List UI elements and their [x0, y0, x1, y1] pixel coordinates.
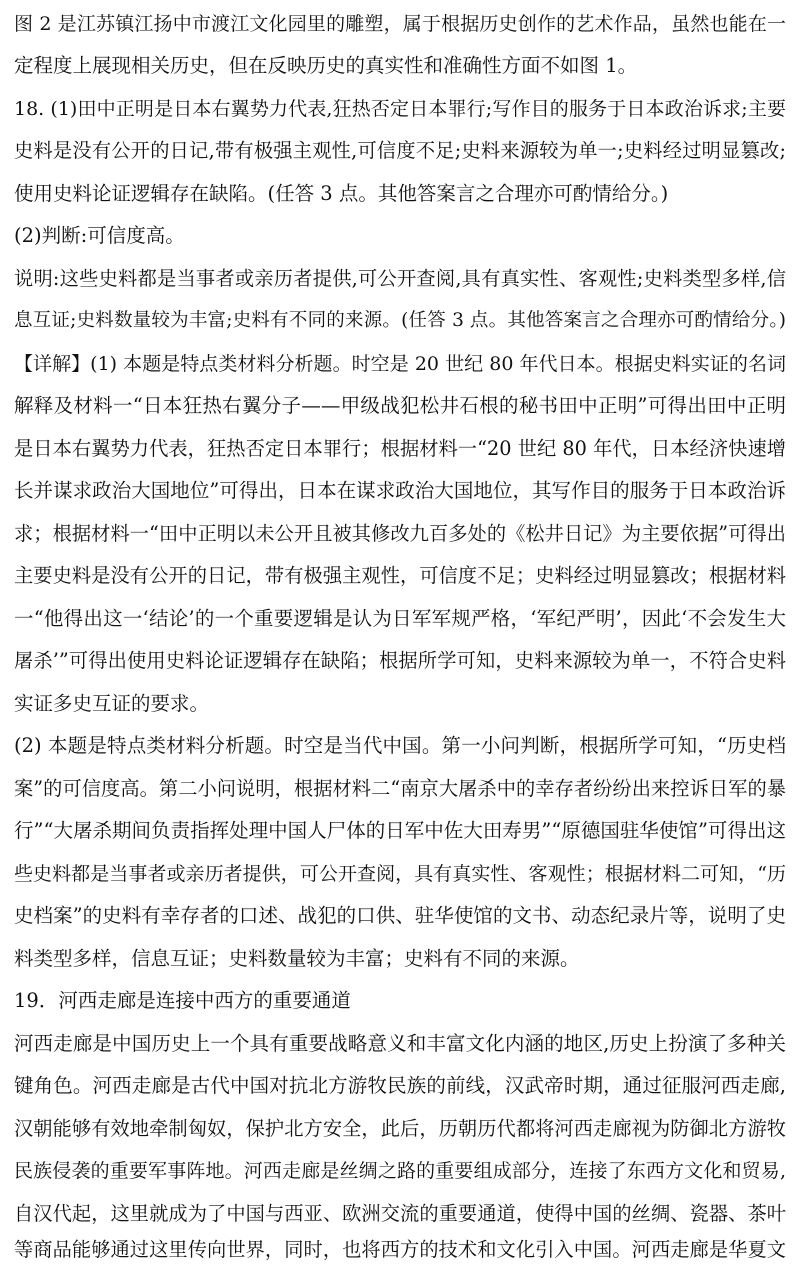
text-line: 些史料都是当事者或亲历者提供，可公开查阅，具有真实性、客观性；根据材料二可知，“历 [14, 863, 786, 885]
text-line: 【详解】(1) 本题是特点类材料分析题。时空是 20 世纪 80 年代日本。根据史料实证的名词 [14, 353, 786, 375]
text-line: 是日本右翼势力代表，狂热否定日本罪行；根据材料一“20 世纪 80 年代，日本经济快速增 [14, 437, 786, 460]
text-line: 长并谋求政治大国地位”可得出，日本在谋求政治大国地位，其写作目的服务于日本政治诉 [14, 479, 786, 502]
text-line: 一“他得出这一‘结论’的一个重要逻辑是认为日军军规严格，‘军纪严明’，因此‘不会发生大 [14, 607, 786, 630]
text-line: 自汉代起，这里就成为了中国与西亚、欧洲交流的重要通道，使得中国的丝绸、瓷器、茶叶 [14, 1202, 786, 1225]
text-line: 图 2 是江苏镇江扬中市渡江文化园里的雕塑，属于根据历史创作的艺术作品，虽然也能在一 [14, 13, 786, 35]
text-line: 说明:这些史料都是当事者或亲历者提供,可公开查阅,具有真实性、客观性;史料类型多样,信 [14, 267, 786, 290]
text-line: 实证多史互证的要求。 [14, 692, 210, 715]
text-line: 史档案”的史料有幸存者的口述、战犯的口供、驻华使馆的文书、动态纪录片等，说明了史 [14, 904, 786, 927]
text-line: 键角色。河西走廊是古代中国对抗北方游牧民族的前线，汉武帝时期，通过征服河西走廊, [14, 1074, 786, 1097]
text-line: 求；根据材料一“田中正明以未公开且被其修改九百多处的《松井日记》为主要依据”可得出 [14, 522, 786, 545]
text-line: 料类型多样，信息互证；史料数量较为丰富；史料有不同的来源。 [14, 947, 580, 970]
text-line: 息互证;史料数量较为丰富;史料有不同的来源。(任答 3 点。其他答案言之合理亦可酌情给分。) [14, 310, 786, 331]
text-line: 主要史料是没有公开的日记，带有极强主观性，可信度不足；史料经过明显篡改；根据材料 [14, 564, 786, 587]
text-line: 18. (1)田中正明是日本右翼势力代表,狂热否定日本罪行;写作目的服务于日本政治诉求;主要 [14, 98, 786, 120]
text-line: (2) 本题是特点类材料分析题。时空是当代中国。第一小问判断，根据所学可知，“历史档 [14, 734, 786, 757]
text-line: 河西走廊是中国历史上一个具有重要战略意义和丰富文化内涵的地区,历史上扮演了多种关 [14, 1032, 786, 1055]
text-line: 使用史料论证逻辑存在缺陷。(任答 3 点。其他答案言之合理亦可酌情给分。) [14, 182, 669, 205]
text-line: 案”的可信度高。第二小问说明，根据材料二“南京大屠杀中的幸存者纷纷出来控诉日军的暴 [14, 777, 786, 800]
text-line: 史料是没有公开的日记,带有极强主观性,可信度不足;史料来源较为单一;史料经过明显篡改; [14, 139, 786, 162]
text-line: (2)判断:可信度高。 [14, 224, 185, 247]
text-line: 汉朝能够有效地牵制匈奴，保护北方安全，此后，历朝历代都将河西走廊视为防御北方游牧 [14, 1117, 786, 1140]
question-heading: 19．河西走廊是连接中西方的重要通道 [14, 989, 351, 1012]
text-line: 解释及材料一“日本狂热右翼分子——甲级战犯松井石根的秘书田中正明”可得出田中正明 [14, 394, 786, 417]
text-line: 民族侵袭的重要军事阵地。河西走廊是丝绸之路的重要组成部分，连接了东西方文化和贸易, [14, 1160, 786, 1182]
text-line: 等商品能够通过这里传向世界，同时，也将西方的技术和文化引入中国。河西走廊是华夏文 [14, 1238, 786, 1261]
text-line: 定程度上展现相关历史，但在反映历史的真实性和准确性方面不如图 1。 [14, 54, 638, 77]
text-line: 屠杀’”可得出使用史料论证逻辑存在缺陷；根据所学可知，史料来源较为单一，不符合史料 [14, 649, 786, 672]
text-line: 行”“大屠杀期间负责指挥处理中国人尸体的日军中佐大田寿男”“原德国驻华使馆”可得出这 [14, 819, 786, 842]
